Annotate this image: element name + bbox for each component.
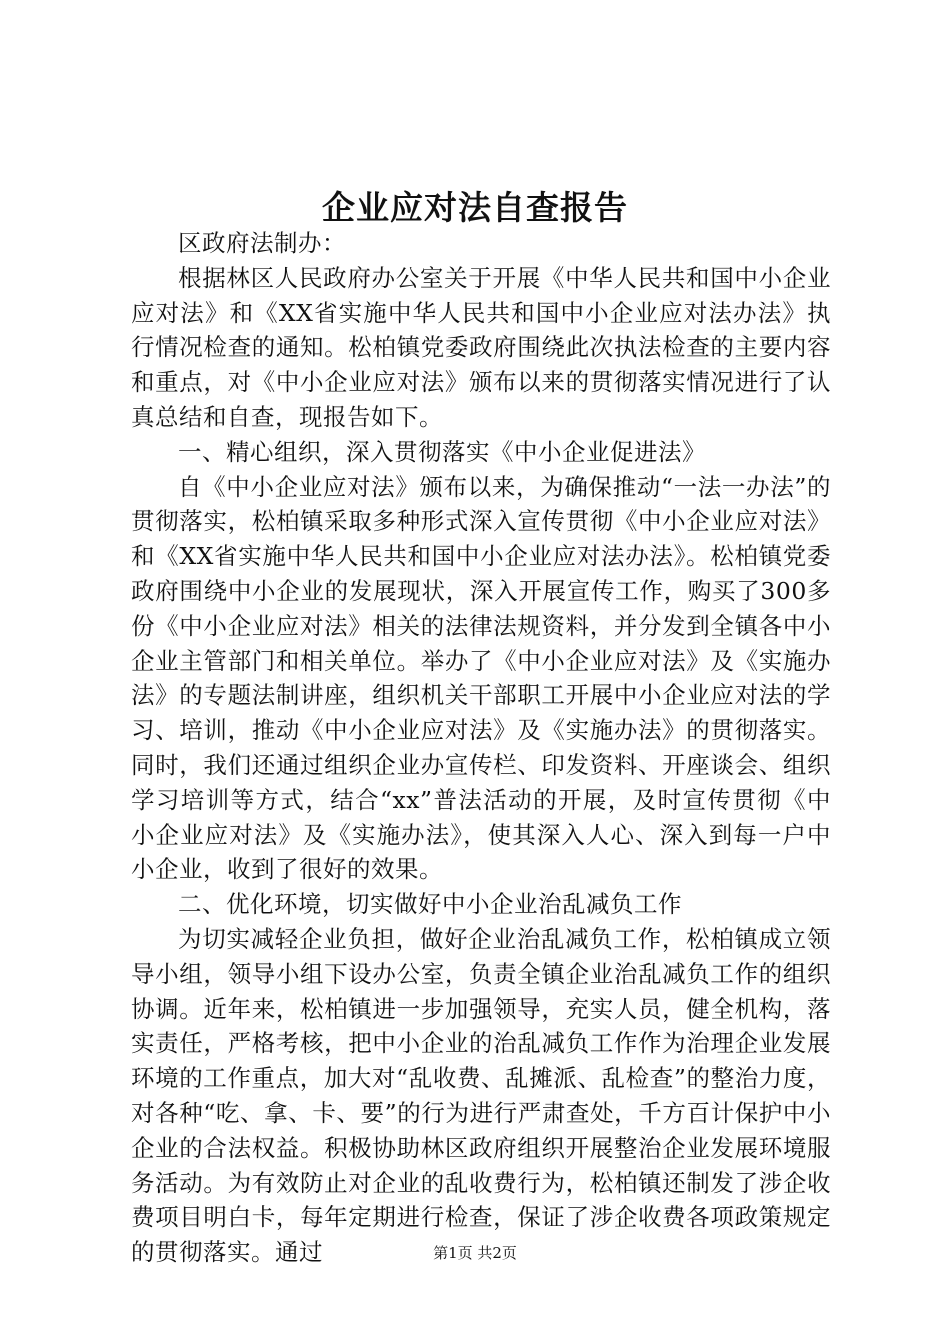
intro-paragraph: 根据林区人民政府办公室关于开展《中华人民共和国中小企业应对法》和《XX省实施中华人民共和国中小企业应对法办法》执行情况检查的通知。松柏镇党委政府围绕此次执法检查的主要内容和重点，对《中小企业应对法》颁布以来的贯彻落实情况进行了认真总结和自查，现报告如下。 [131, 263, 831, 431]
document-body [131, 226, 831, 1270]
section-heading-2: 二、优化环境，切实做好中小企业治乱减负工作 [178, 890, 682, 919]
section-heading-1: 一、精心组织，深入贯彻落实《中小企业促进法》 [178, 437, 706, 466]
section-2-paragraph: 为切实减轻企业负担，做好企业治乱减负工作，松柏镇成立领导小组，领导小组下设办公室，负责全镇企业治乱减负工作的组织协调。近年来，松柏镇进一步加强领导，充实人员，健全机构，落实责任，严格考核，把中小企业的治乱减负工作作为治理企业发展环境的工作重点，加大对“乱收费、乱摊派、乱检查”的整治力度，对各种“吃、拿、卡、要”的行为进行严肃查处，千方百计保护中小企业的合法权益。积极协助林区政府组织开展整治企业发展环境服务活动。为有效防止对企业的乱收费行为，松柏镇还制发了涉企收费项目明白卡，每年定期进行检查，保证了涉企收费各项政策规定的贯彻落实。通过 [131, 924, 831, 1267]
document-title: 企业应对法自查报告 [322, 188, 628, 227]
salutation: 区政府法制办： [178, 229, 346, 257]
section-1-paragraph: 自《中小企业应对法》颁布以来，为确保推动“一法一办法”的贯彻落实，松柏镇采取多种形式深入宣传贯彻《中小企业应对法》和《XX省实施中华人民共和国中小企业应对法办法》。松柏镇党委政府围绕中小企业的发展现状，深入开展宣传工作，购买了300多份《中小企业应对法》相关的法律法规资料，并分发到全镇各中小企业主管部门和相关单位。举办了《中小企业应对法》及《实施办法》的专题法制讲座，组织机关干部职工开展中小企业应对法的学习、培训，推动《中小企业应对法》及《实施办法》的贯彻落实。同时，我们还通过组织企业办宣传栏、印发资料、开座谈会、组织学习培训等方式，结合“xx”普法活动的开展，及时宣传贯彻《中小企业应对法》及《实施办法》，使其深入人心、深入到每一户中小企业，收到了很好的效果。 [131, 472, 831, 884]
page-number-footer: 第1页 共2页 [433, 1244, 517, 1262]
